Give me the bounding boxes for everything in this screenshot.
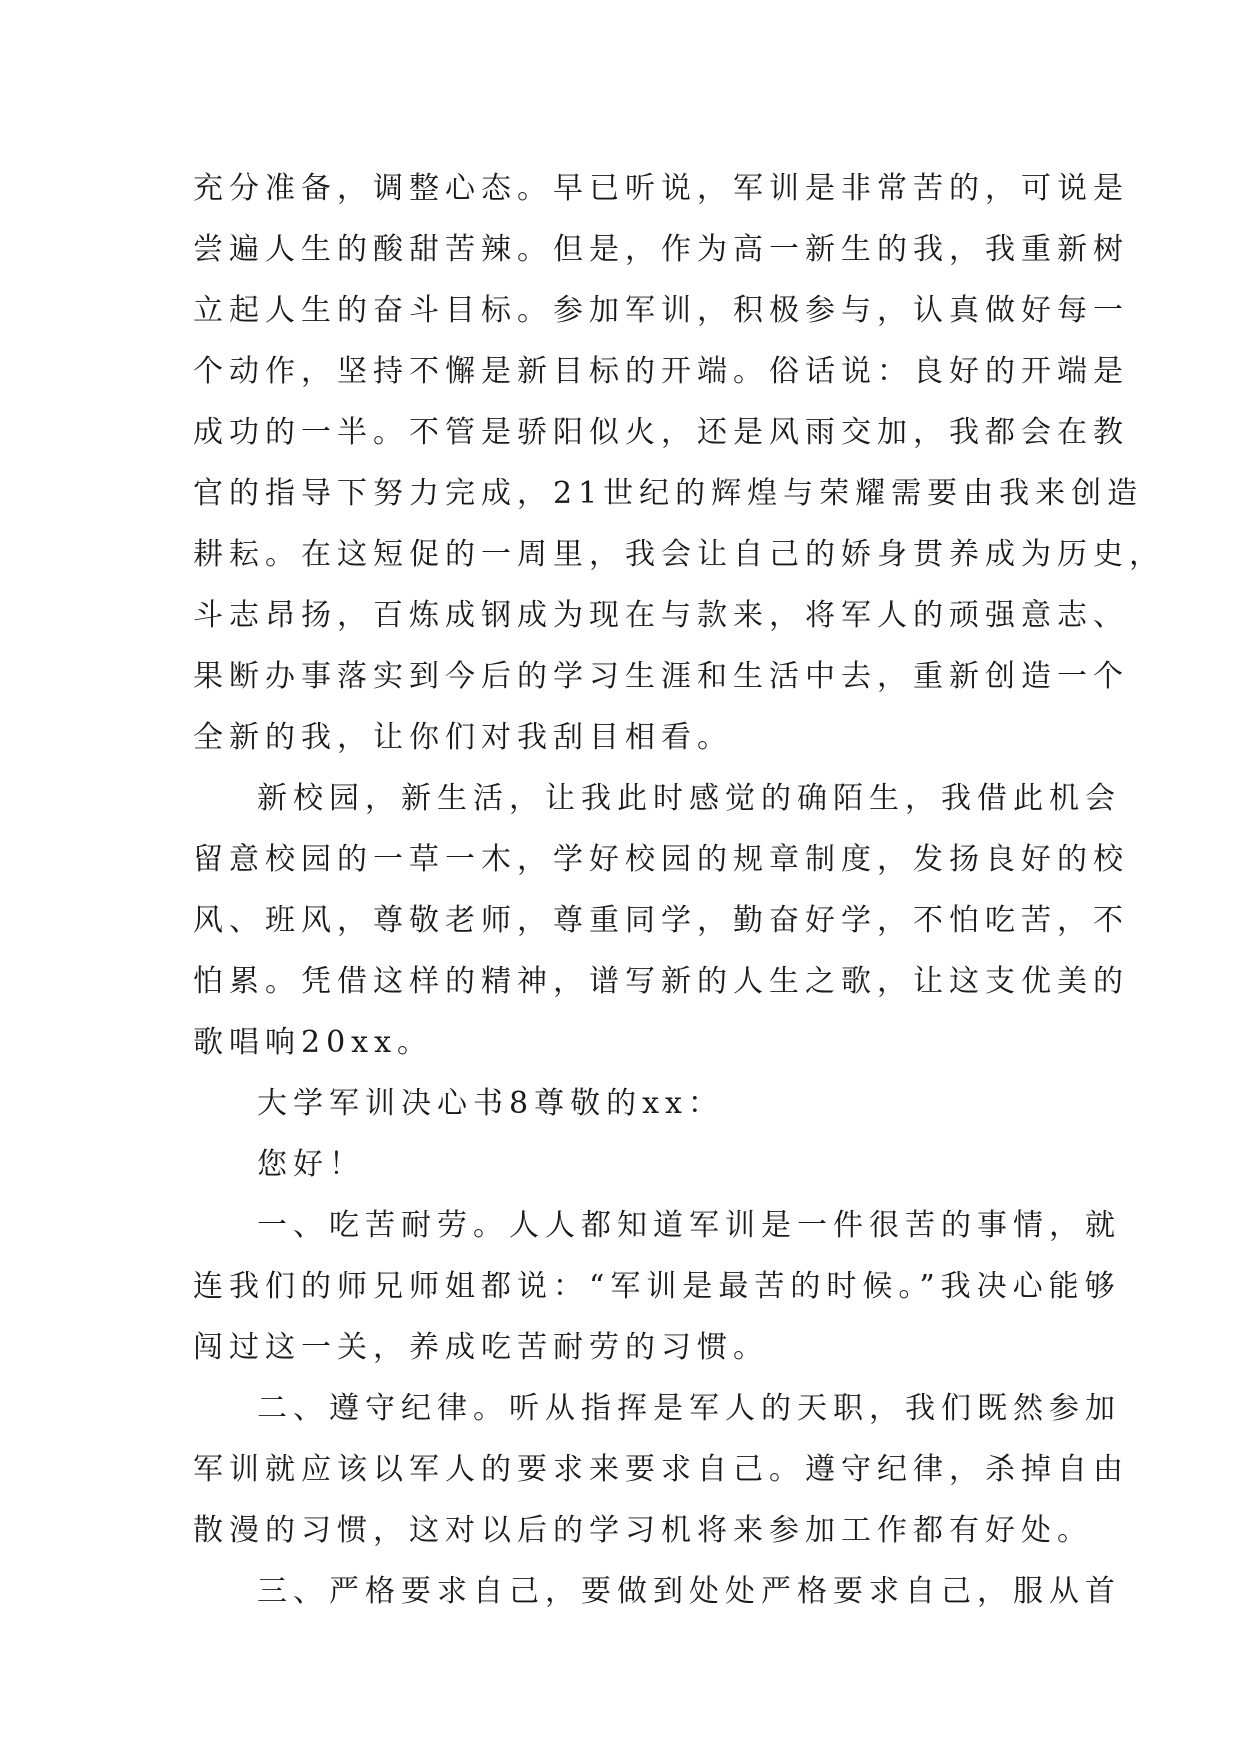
paragraph-first-line: 二、遵守纪律。听从指挥是军人的天职，我们既然参加 (257, 1391, 1121, 1426)
text-line: 留意校园的一草一木，学好校园的规章制度，发扬良好的校 (193, 842, 1129, 877)
text-line: 个动作，坚持不懈是新目标的开端。俗话说：良好的开端是 (193, 354, 1129, 389)
text-line: 闯过这一关，养成吃苦耐劳的习惯。 (193, 1330, 769, 1365)
text-line: 风、班风，尊敬老师，尊重同学，勤奋好学，不怕吃苦，不 (193, 903, 1129, 938)
text-line: 斗志昂扬，百炼成钢成为现在与款来，将军人的顽强意志、 (193, 598, 1129, 633)
text-line: 立起人生的奋斗目标。参加军训，积极参与，认真做好每一 (193, 293, 1129, 328)
text-line: 怕累。凭借这样的精神，谱写新的人生之歌，让这支优美的 (193, 964, 1129, 999)
text-line: 官的指导下努力完成，21世纪的辉煌与荣耀需要由我来创造 (193, 476, 1144, 511)
paragraph-first-line: 三、严格要求自己，要做到处处严格要求自己，服从首 (257, 1574, 1121, 1609)
text-line: 尝遍人生的酸甜苦辣。但是，作为高一新生的我，我重新树 (193, 232, 1129, 267)
document-body (193, 158, 1165, 1622)
text-line: 成功的一半。不管是骄阳似火，还是风雨交加，我都会在教 (193, 415, 1129, 450)
paragraph-first-line: 一、吃苦耐劳。人人都知道军训是一件很苦的事情，就 (257, 1208, 1121, 1243)
paragraph-first-line: 大学军训决心书8尊敬的xx： (257, 1086, 724, 1121)
text-line: 军训就应该以军人的要求来要求自己。遵守纪律，杀掉自由 (193, 1452, 1129, 1487)
text-line: 充分准备，调整心态。早已听说，军训是非常苦的，可说是 (193, 171, 1129, 206)
text-line: 连我们的师兄师姐都说：“军训是最苦的时候。”我决心能够 (193, 1269, 1121, 1304)
paragraph-first-line: 新校园，新生活，让我此时感觉的确陌生，我借此机会 (257, 781, 1121, 816)
text-line: 耕耘。在这短促的一周里，我会让自己的娇身贯养成为历史， (193, 537, 1165, 572)
text-line: 歌唱响20xx。 (193, 1025, 434, 1060)
paragraph-first-line: 您好！ (257, 1147, 365, 1182)
text-line: 全新的我，让你们对我刮目相看。 (193, 720, 733, 755)
text-line: 散漫的习惯，这对以后的学习机将来参加工作都有好处。 (193, 1513, 1093, 1548)
text-line: 果断办事落实到今后的学习生涯和生活中去，重新创造一个 (193, 659, 1129, 694)
